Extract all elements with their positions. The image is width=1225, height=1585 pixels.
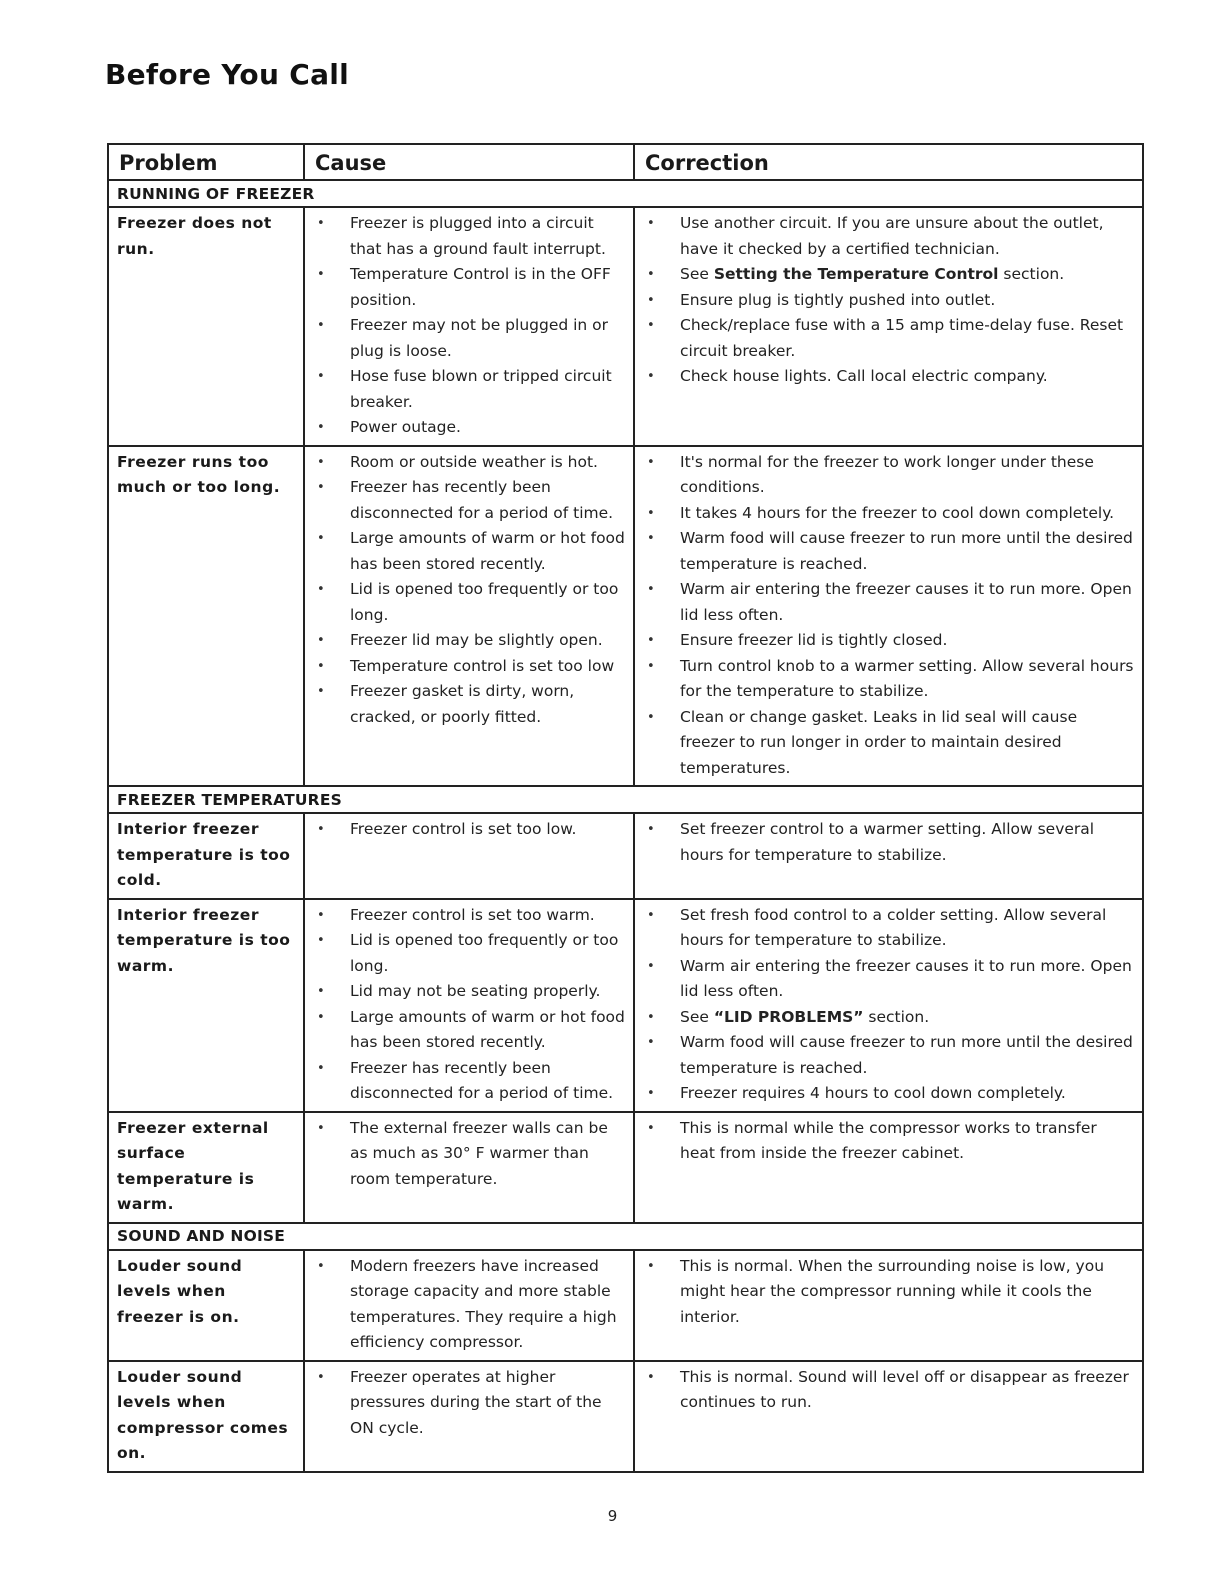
correction-cell bbox=[634, 446, 1143, 787]
correction-item: • Turn control knob to a warmer setting. Allow several hours for the temperature to stabilize. bbox=[643, 654, 1136, 705]
cause-cell bbox=[304, 1112, 634, 1223]
correction-list bbox=[643, 817, 1136, 868]
problem-text: Freezer runs too much or too long. bbox=[117, 452, 281, 496]
cause-item: • Lid is opened too frequently or too long. bbox=[313, 928, 627, 979]
cause-item: • Freezer may not be plugged in or plug is loose. bbox=[313, 313, 627, 364]
cause-item: • Freezer operates at higher pressures during the start of the ON cycle. bbox=[313, 1365, 627, 1442]
cause-item: • Hose fuse blown or tripped circuit breaker. bbox=[313, 364, 627, 415]
problem-text: Louder sound levels when compressor comes on. bbox=[117, 1367, 289, 1462]
section-title: FREEZER TEMPERATURES bbox=[108, 786, 1143, 813]
section-title: SOUND AND NOISE bbox=[108, 1223, 1143, 1250]
header-problem: Problem bbox=[108, 144, 304, 180]
correction-list bbox=[643, 903, 1136, 1107]
cause-cell bbox=[304, 446, 634, 787]
problem-text: Louder sound levels when freezer is on. bbox=[117, 1256, 243, 1326]
correction-item: • Check house lights. Call local electric company. bbox=[643, 364, 1136, 390]
correction-item: • This is normal while the compressor works to transfer heat from inside the freezer cabinet. bbox=[643, 1116, 1136, 1167]
problem-cell bbox=[108, 1112, 304, 1223]
problem-cell bbox=[108, 446, 304, 787]
correction-list bbox=[643, 1254, 1136, 1331]
cause-item: • Temperature control is set too low bbox=[313, 654, 627, 680]
cause-item: • The external freezer walls can be as much as 30° F warmer than room temperature. bbox=[313, 1116, 627, 1193]
table-body bbox=[108, 180, 1143, 1472]
problem-text: Freezer does not run. bbox=[117, 214, 272, 258]
correction-item: • Warm air entering the freezer causes it to run more. Open lid less often. bbox=[643, 577, 1136, 628]
header-correction: Correction bbox=[634, 144, 1143, 180]
problem-cell bbox=[108, 899, 304, 1112]
cause-item: • Freezer gasket is dirty, worn, cracked, or poorly fitted. bbox=[313, 679, 627, 730]
cause-item: • Freezer has recently been disconnected for a period of time. bbox=[313, 1056, 627, 1107]
problem-cell bbox=[108, 1250, 304, 1361]
correction-item: • It takes 4 hours for the freezer to cool down completely. bbox=[643, 501, 1136, 527]
correction-item: • Use another circuit. If you are unsure about the outlet, have it checked by a certified technician. bbox=[643, 211, 1136, 262]
page-number: 9 bbox=[607, 1507, 618, 1525]
correction-item: • Warm food will cause freezer to run more until the desired temperature is reached. bbox=[643, 526, 1136, 577]
cause-list bbox=[313, 1254, 627, 1356]
correction-item: • This is normal. Sound will level off or disappear as freezer continues to run. bbox=[643, 1365, 1136, 1416]
cause-list bbox=[313, 903, 627, 1107]
cause-cell bbox=[304, 1250, 634, 1361]
section-reference: “LID PROBLEMS” bbox=[713, 1007, 864, 1026]
correction-text-pre: See bbox=[680, 1007, 714, 1026]
cause-item: • Freezer control is set too low. bbox=[313, 817, 627, 843]
table-row bbox=[108, 1112, 1143, 1223]
table-row bbox=[108, 207, 1143, 446]
cause-cell bbox=[304, 1361, 634, 1472]
table-row bbox=[108, 813, 1143, 899]
section-title: RUNNING OF FREEZER bbox=[108, 180, 1143, 207]
correction-item bbox=[643, 262, 1136, 288]
table-header-row bbox=[108, 144, 1143, 180]
section-header-row bbox=[108, 1223, 1143, 1250]
correction-item: • Ensure freezer lid is tightly closed. bbox=[643, 628, 1136, 654]
correction-cell bbox=[634, 207, 1143, 446]
correction-item: • Check/replace fuse with a 15 amp time-delay fuse. Reset circuit breaker. bbox=[643, 313, 1136, 364]
problem-cell bbox=[108, 207, 304, 446]
cause-item: • Large amounts of warm or hot food has been stored recently. bbox=[313, 526, 627, 577]
problem-cell bbox=[108, 1361, 304, 1472]
correction-item: • Ensure plug is tightly pushed into outlet. bbox=[643, 288, 1136, 314]
correction-item: • Clean or change gasket. Leaks in lid seal will cause freezer to run longer in order to maintain desired temperatures. bbox=[643, 705, 1136, 782]
correction-list bbox=[643, 211, 1136, 390]
cause-item: • Lid may not be seating properly. bbox=[313, 979, 627, 1005]
section-reference: Setting the Temperature Control bbox=[713, 265, 999, 283]
cause-list bbox=[313, 450, 627, 731]
problem-text: Freezer external surface temperature is warm. bbox=[117, 1118, 269, 1213]
cause-item: • Power outage. bbox=[313, 415, 627, 441]
table-row bbox=[108, 446, 1143, 787]
correction-item bbox=[643, 1005, 1136, 1031]
problem-text: Interior freezer temperature is too warm. bbox=[117, 905, 291, 975]
cause-list bbox=[313, 1365, 627, 1442]
cause-list bbox=[313, 817, 627, 843]
cause-cell bbox=[304, 899, 634, 1112]
correction-item: • Freezer requires 4 hours to cool down completely. bbox=[643, 1081, 1136, 1107]
correction-cell bbox=[634, 1250, 1143, 1361]
correction-item: • Warm air entering the freezer causes it to run more. Open lid less often. bbox=[643, 954, 1136, 1005]
cause-item: • Freezer control is set too warm. bbox=[313, 903, 627, 929]
table-row bbox=[108, 1250, 1143, 1361]
cause-item: • Room or outside weather is hot. bbox=[313, 450, 627, 476]
correction-cell bbox=[634, 1112, 1143, 1223]
correction-item: • Set freezer control to a warmer setting. Allow several hours for temperature to stabilize. bbox=[643, 817, 1136, 868]
cause-item: • Modern freezers have increased storage capacity and more stable temperatures. They require a high efficiency compressor. bbox=[313, 1254, 627, 1356]
correction-cell bbox=[634, 1361, 1143, 1472]
correction-list bbox=[643, 1365, 1136, 1416]
section-header-row bbox=[108, 786, 1143, 813]
correction-text-post: section. bbox=[998, 265, 1065, 283]
problem-cell bbox=[108, 813, 304, 899]
correction-item: • Warm food will cause freezer to run more until the desired temperature is reached. bbox=[643, 1030, 1136, 1081]
cause-item: • Freezer is plugged into a circuit that has a ground fault interrupt. bbox=[313, 211, 627, 262]
table-row bbox=[108, 1361, 1143, 1472]
section-header-row bbox=[108, 180, 1143, 207]
correction-item: • Set fresh food control to a colder setting. Allow several hours for temperature to stabilize. bbox=[643, 903, 1136, 954]
correction-cell bbox=[634, 813, 1143, 899]
table-row bbox=[108, 899, 1143, 1112]
cause-item: • Freezer lid may be slightly open. bbox=[313, 628, 627, 654]
correction-item: • It's normal for the freezer to work longer under these conditions. bbox=[643, 450, 1136, 501]
header-cause: Cause bbox=[304, 144, 634, 180]
correction-list bbox=[643, 1116, 1136, 1167]
cause-cell bbox=[304, 813, 634, 899]
cause-item: • Freezer has recently been disconnected for a period of time. bbox=[313, 475, 627, 526]
page-title: Before You Call bbox=[105, 58, 350, 91]
cause-item: • Lid is opened too frequently or too long. bbox=[313, 577, 627, 628]
cause-list bbox=[313, 1116, 627, 1193]
cause-item: • Large amounts of warm or hot food has been stored recently. bbox=[313, 1005, 627, 1056]
correction-item: • This is normal. When the surrounding noise is low, you might hear the compressor running while it cools the interior. bbox=[643, 1254, 1136, 1331]
cause-item: • Temperature Control is in the OFF position. bbox=[313, 262, 627, 313]
correction-list bbox=[643, 450, 1136, 782]
correction-cell bbox=[634, 899, 1143, 1112]
correction-text-post: section. bbox=[863, 1007, 930, 1026]
problem-text: Interior freezer temperature is too cold. bbox=[117, 820, 291, 889]
cause-cell bbox=[304, 207, 634, 446]
troubleshooting-table bbox=[107, 143, 1144, 1473]
cause-list bbox=[313, 211, 627, 441]
correction-text-pre: See bbox=[680, 265, 714, 283]
